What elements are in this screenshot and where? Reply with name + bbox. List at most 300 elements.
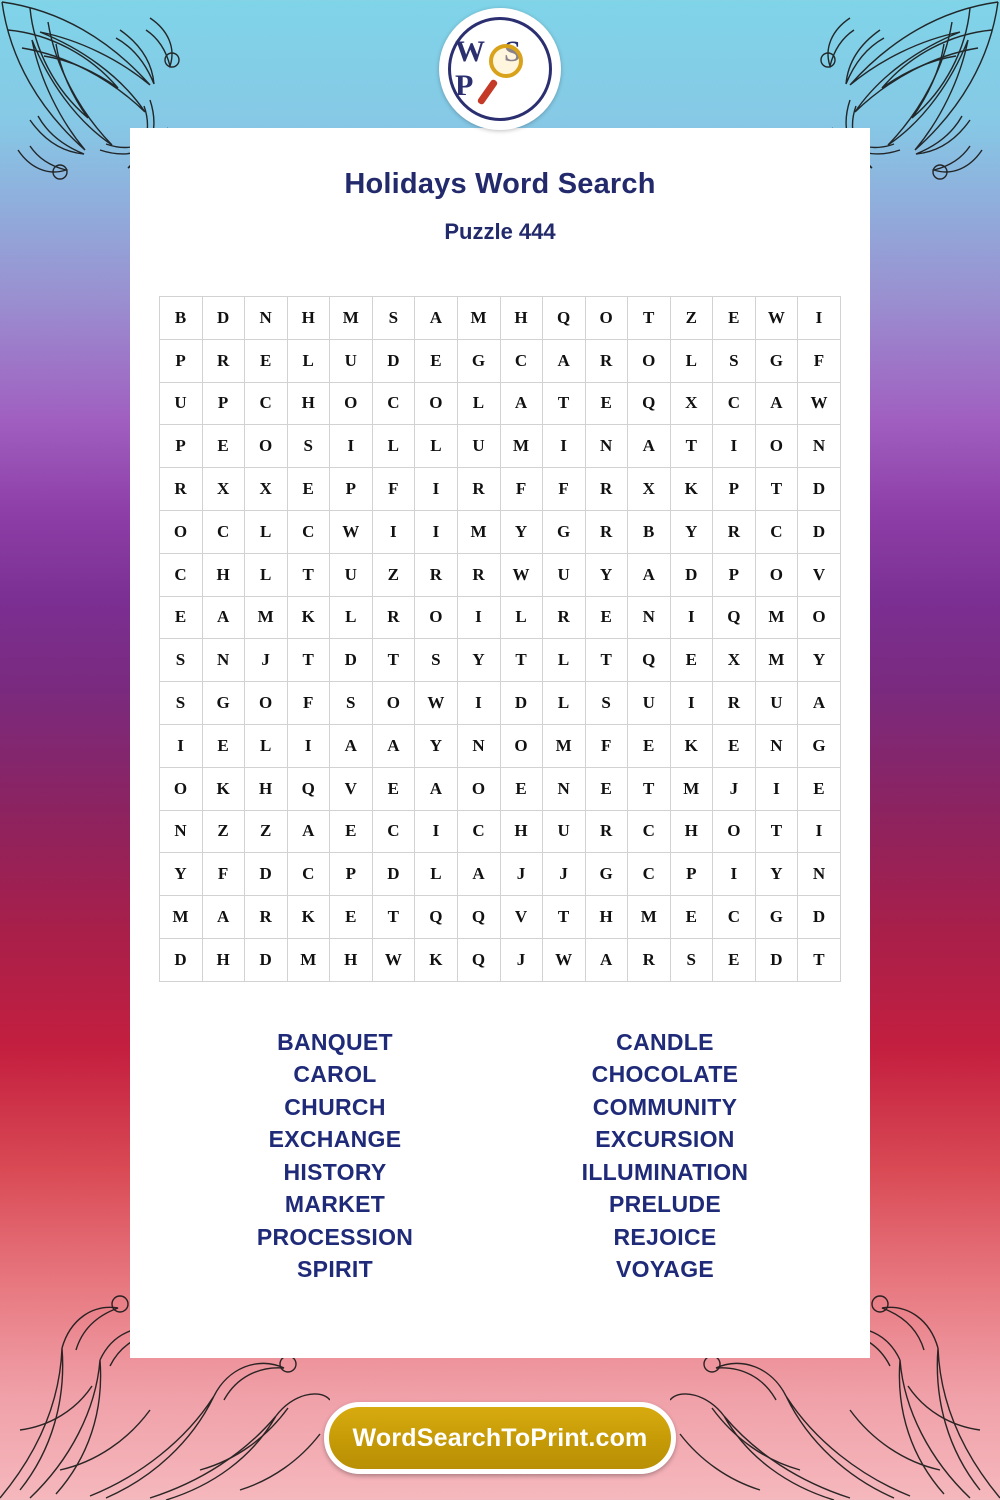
grid-row: [160, 297, 841, 340]
grid-cell[interactable]: H: [500, 810, 543, 853]
grid-cell[interactable]: P: [330, 468, 373, 511]
grid-cell[interactable]: B: [628, 510, 671, 553]
grid-row: [160, 339, 841, 382]
grid-cell[interactable]: C: [245, 382, 288, 425]
grid-cell[interactable]: A: [628, 425, 671, 468]
grid-cell[interactable]: H: [287, 297, 330, 340]
grid-cell[interactable]: M: [287, 938, 330, 981]
grid-cell[interactable]: Q: [628, 639, 671, 682]
word-list-column-left: [180, 1026, 490, 1286]
grid-cell[interactable]: K: [287, 596, 330, 639]
site-logo: [439, 8, 561, 130]
grid-cell[interactable]: O: [457, 767, 500, 810]
grid-cell[interactable]: E: [670, 639, 713, 682]
grid-cell[interactable]: F: [202, 853, 245, 896]
grid-cell[interactable]: X: [202, 468, 245, 511]
grid-cell[interactable]: A: [372, 724, 415, 767]
grid-cell[interactable]: Z: [670, 297, 713, 340]
word-list-item[interactable]: ILLUMINATION: [581, 1158, 749, 1185]
grid-cell[interactable]: Q: [713, 596, 756, 639]
grid-cell[interactable]: A: [202, 896, 245, 939]
grid-cell[interactable]: I: [670, 596, 713, 639]
grid-cell[interactable]: K: [670, 468, 713, 511]
grid-cell[interactable]: E: [713, 297, 756, 340]
grid-cell[interactable]: Q: [628, 382, 671, 425]
grid-cell[interactable]: E: [372, 767, 415, 810]
grid-cell[interactable]: O: [160, 767, 203, 810]
grid-cell[interactable]: E: [245, 339, 288, 382]
grid-cell[interactable]: D: [330, 639, 373, 682]
grid-cell[interactable]: I: [457, 596, 500, 639]
grid-cell[interactable]: R: [457, 468, 500, 511]
grid-cell[interactable]: T: [585, 639, 628, 682]
grid-cell[interactable]: I: [415, 468, 458, 511]
grid-cell[interactable]: F: [372, 468, 415, 511]
grid-cell[interactable]: U: [543, 810, 586, 853]
grid-cell[interactable]: C: [628, 810, 671, 853]
grid-cell[interactable]: R: [713, 510, 756, 553]
grid-cell[interactable]: Y: [798, 639, 841, 682]
grid-cell[interactable]: A: [755, 382, 798, 425]
grid-row: [160, 382, 841, 425]
grid-cell[interactable]: I: [670, 682, 713, 725]
grid-cell[interactable]: M: [670, 767, 713, 810]
grid-row: [160, 596, 841, 639]
grid-cell[interactable]: T: [755, 810, 798, 853]
grid-cell[interactable]: P: [713, 468, 756, 511]
grid-cell[interactable]: W: [500, 553, 543, 596]
grid-cell[interactable]: E: [585, 767, 628, 810]
grid-cell[interactable]: E: [585, 596, 628, 639]
grid-cell[interactable]: H: [202, 938, 245, 981]
grid-cell[interactable]: E: [500, 767, 543, 810]
grid-cell[interactable]: I: [372, 510, 415, 553]
grid-cell[interactable]: O: [585, 297, 628, 340]
grid-cell[interactable]: G: [457, 339, 500, 382]
grid-cell[interactable]: E: [628, 724, 671, 767]
grid-cell[interactable]: O: [628, 339, 671, 382]
grid-cell[interactable]: N: [798, 853, 841, 896]
grid-cell[interactable]: E: [415, 339, 458, 382]
grid-cell[interactable]: T: [628, 297, 671, 340]
grid-cell[interactable]: C: [755, 510, 798, 553]
grid-cell[interactable]: J: [543, 853, 586, 896]
grid-cell[interactable]: O: [372, 682, 415, 725]
grid-cell[interactable]: S: [585, 682, 628, 725]
grid-cell[interactable]: T: [287, 553, 330, 596]
word-search-grid[interactable]: [159, 296, 841, 982]
grid-cell[interactable]: R: [585, 810, 628, 853]
grid-cell[interactable]: R: [457, 553, 500, 596]
grid-cell[interactable]: G: [755, 896, 798, 939]
grid-cell[interactable]: R: [585, 510, 628, 553]
grid-cell[interactable]: P: [330, 853, 373, 896]
grid-cell[interactable]: L: [670, 339, 713, 382]
grid-cell[interactable]: U: [330, 339, 373, 382]
grid-cell[interactable]: R: [713, 682, 756, 725]
grid-cell[interactable]: A: [585, 938, 628, 981]
grid-cell[interactable]: T: [798, 938, 841, 981]
word-list-item[interactable]: CHOCOLATE: [591, 1061, 739, 1088]
grid-cell[interactable]: M: [755, 639, 798, 682]
grid-cell[interactable]: A: [415, 297, 458, 340]
grid-cell[interactable]: I: [713, 425, 756, 468]
grid-cell[interactable]: T: [670, 425, 713, 468]
grid-cell[interactable]: U: [457, 425, 500, 468]
grid-cell[interactable]: I: [457, 682, 500, 725]
grid-cell[interactable]: C: [372, 382, 415, 425]
grid-cell[interactable]: W: [330, 510, 373, 553]
grid-cell[interactable]: V: [330, 767, 373, 810]
grid-cell[interactable]: C: [160, 553, 203, 596]
grid-cell[interactable]: C: [202, 510, 245, 553]
grid-cell[interactable]: I: [755, 767, 798, 810]
grid-cell[interactable]: B: [160, 297, 203, 340]
grid-cell[interactable]: L: [372, 425, 415, 468]
grid-cell[interactable]: I: [543, 425, 586, 468]
grid-cell[interactable]: R: [372, 596, 415, 639]
grid-cell[interactable]: C: [287, 853, 330, 896]
grid-cell[interactable]: Z: [245, 810, 288, 853]
grid-cell[interactable]: L: [543, 639, 586, 682]
word-list: [180, 1026, 820, 1286]
word-list-column-right: [510, 1026, 820, 1286]
grid-cell[interactable]: O: [713, 810, 756, 853]
grid-cell[interactable]: H: [287, 382, 330, 425]
grid-cell[interactable]: N: [202, 639, 245, 682]
logo-circle: [448, 17, 552, 121]
word-search-grid-wrapper: [159, 296, 841, 982]
word-list-item[interactable]: BANQUET: [277, 1028, 393, 1055]
word-list-item[interactable]: SPIRIT: [297, 1256, 373, 1283]
grid-cell[interactable]: F: [287, 682, 330, 725]
grid-cell[interactable]: N: [457, 724, 500, 767]
grid-row: [160, 510, 841, 553]
grid-cell[interactable]: C: [457, 810, 500, 853]
grid-cell[interactable]: D: [798, 468, 841, 511]
grid-cell[interactable]: D: [798, 896, 841, 939]
grid-cell[interactable]: T: [628, 767, 671, 810]
grid-cell[interactable]: P: [713, 553, 756, 596]
grid-cell[interactable]: V: [500, 896, 543, 939]
grid-cell[interactable]: J: [245, 639, 288, 682]
grid-cell[interactable]: R: [202, 339, 245, 382]
grid-cell[interactable]: D: [245, 938, 288, 981]
word-list-item[interactable]: COMMUNITY: [592, 1093, 738, 1120]
grid-cell[interactable]: I: [713, 853, 756, 896]
grid-cell[interactable]: X: [628, 468, 671, 511]
grid-cell[interactable]: W: [755, 297, 798, 340]
grid-cell[interactable]: I: [415, 810, 458, 853]
grid-row: [160, 553, 841, 596]
grid-cell[interactable]: V: [798, 553, 841, 596]
grid-cell[interactable]: D: [372, 853, 415, 896]
grid-cell[interactable]: K: [670, 724, 713, 767]
grid-cell[interactable]: C: [713, 382, 756, 425]
grid-cell[interactable]: O: [245, 682, 288, 725]
grid-cell[interactable]: S: [160, 639, 203, 682]
grid-cell[interactable]: D: [500, 682, 543, 725]
grid-cell[interactable]: S: [415, 639, 458, 682]
grid-cell[interactable]: T: [755, 468, 798, 511]
grid-cell[interactable]: T: [287, 639, 330, 682]
grid-cell[interactable]: A: [798, 682, 841, 725]
puzzle-number: Puzzle 444: [444, 219, 556, 244]
grid-cell[interactable]: T: [543, 896, 586, 939]
grid-cell[interactable]: E: [287, 468, 330, 511]
grid-row: [160, 938, 841, 981]
grid-cell[interactable]: Y: [585, 553, 628, 596]
grid-cell[interactable]: E: [330, 810, 373, 853]
grid-cell[interactable]: O: [755, 553, 798, 596]
grid-cell[interactable]: D: [670, 553, 713, 596]
grid-cell[interactable]: O: [415, 382, 458, 425]
puzzle-sheet: [130, 128, 870, 1358]
grid-cell[interactable]: L: [457, 382, 500, 425]
grid-cell[interactable]: W: [543, 938, 586, 981]
grid-cell[interactable]: D: [245, 853, 288, 896]
grid-cell[interactable]: Y: [160, 853, 203, 896]
grid-cell[interactable]: L: [500, 596, 543, 639]
word-list-item[interactable]: PROCESSION: [256, 1223, 414, 1250]
word-list-item[interactable]: PRELUDE: [608, 1191, 721, 1218]
grid-cell[interactable]: Z: [202, 810, 245, 853]
grid-cell[interactable]: M: [457, 510, 500, 553]
grid-cell[interactable]: C: [287, 510, 330, 553]
grid-cell[interactable]: M: [245, 596, 288, 639]
grid-row: [160, 682, 841, 725]
grid-cell[interactable]: J: [500, 853, 543, 896]
grid-row: [160, 853, 841, 896]
grid-cell[interactable]: M: [160, 896, 203, 939]
grid-cell[interactable]: N: [160, 810, 203, 853]
grid-cell[interactable]: R: [160, 468, 203, 511]
grid-cell[interactable]: M: [500, 425, 543, 468]
word-list-item[interactable]: REJOICE: [613, 1223, 717, 1250]
grid-cell[interactable]: E: [670, 896, 713, 939]
grid-cell[interactable]: R: [415, 553, 458, 596]
grid-cell[interactable]: L: [330, 596, 373, 639]
grid-cell[interactable]: Q: [457, 896, 500, 939]
grid-row: [160, 896, 841, 939]
grid-cell[interactable]: E: [160, 596, 203, 639]
grid-cell[interactable]: F: [798, 339, 841, 382]
grid-cell[interactable]: N: [798, 425, 841, 468]
grid-cell[interactable]: I: [798, 297, 841, 340]
grid-cell[interactable]: H: [245, 767, 288, 810]
grid-cell[interactable]: Y: [670, 510, 713, 553]
word-list-item[interactable]: EXCHANGE: [268, 1126, 402, 1153]
grid-cell[interactable]: J: [713, 767, 756, 810]
grid-cell[interactable]: R: [585, 339, 628, 382]
grid-cell[interactable]: A: [500, 382, 543, 425]
word-list-item[interactable]: EXCURSION: [595, 1126, 735, 1153]
grid-cell[interactable]: R: [628, 938, 671, 981]
grid-cell[interactable]: M: [457, 297, 500, 340]
grid-cell[interactable]: Y: [755, 853, 798, 896]
grid-cell[interactable]: S: [372, 297, 415, 340]
grid-cell[interactable]: T: [372, 639, 415, 682]
grid-cell[interactable]: Z: [372, 553, 415, 596]
grid-cell[interactable]: U: [543, 553, 586, 596]
grid-cell[interactable]: Q: [287, 767, 330, 810]
grid-cell[interactable]: E: [330, 896, 373, 939]
grid-cell[interactable]: E: [202, 724, 245, 767]
grid-cell[interactable]: U: [628, 682, 671, 725]
grid-cell[interactable]: S: [160, 682, 203, 725]
grid-cell[interactable]: R: [245, 896, 288, 939]
website-button-label: WordSearchToPrint.com: [352, 1423, 648, 1452]
grid-cell[interactable]: G: [585, 853, 628, 896]
grid-cell[interactable]: C: [713, 896, 756, 939]
grid-cell[interactable]: M: [628, 896, 671, 939]
grid-cell[interactable]: O: [330, 382, 373, 425]
grid-cell[interactable]: D: [755, 938, 798, 981]
grid-cell[interactable]: I: [798, 810, 841, 853]
grid-cell[interactable]: C: [372, 810, 415, 853]
grid-cell[interactable]: Y: [500, 510, 543, 553]
word-list-item[interactable]: CHURCH: [284, 1093, 386, 1120]
grid-cell[interactable]: E: [202, 425, 245, 468]
grid-cell[interactable]: R: [543, 596, 586, 639]
grid-cell[interactable]: L: [245, 553, 288, 596]
grid-cell[interactable]: A: [543, 339, 586, 382]
grid-cell[interactable]: G: [202, 682, 245, 725]
grid-cell[interactable]: I: [160, 724, 203, 767]
grid-cell[interactable]: I: [330, 425, 373, 468]
grid-cell[interactable]: S: [287, 425, 330, 468]
grid-cell[interactable]: A: [628, 553, 671, 596]
grid-cell[interactable]: I: [287, 724, 330, 767]
grid-cell[interactable]: T: [543, 382, 586, 425]
grid-row: [160, 468, 841, 511]
logo-letters: W S P: [455, 35, 527, 102]
grid-row: [160, 639, 841, 682]
grid-cell[interactable]: D: [372, 339, 415, 382]
grid-cell[interactable]: A: [330, 724, 373, 767]
grid-cell[interactable]: M: [330, 297, 373, 340]
word-list-item[interactable]: VOYAGE: [615, 1256, 715, 1283]
grid-cell[interactable]: D: [798, 510, 841, 553]
grid-cell[interactable]: E: [798, 767, 841, 810]
grid-cell[interactable]: Y: [415, 724, 458, 767]
grid-cell[interactable]: N: [628, 596, 671, 639]
grid-cell[interactable]: G: [798, 724, 841, 767]
grid-cell[interactable]: L: [245, 510, 288, 553]
grid-cell[interactable]: G: [755, 339, 798, 382]
grid-cell[interactable]: D: [202, 297, 245, 340]
grid-cell[interactable]: U: [755, 682, 798, 725]
grid-cell[interactable]: A: [287, 810, 330, 853]
grid-cell[interactable]: A: [202, 596, 245, 639]
grid-cell[interactable]: U: [330, 553, 373, 596]
word-list-item[interactable]: HISTORY: [283, 1158, 387, 1185]
grid-row: [160, 810, 841, 853]
grid-cell[interactable]: P: [202, 382, 245, 425]
grid-cell[interactable]: H: [500, 297, 543, 340]
word-list-item[interactable]: CAROL: [293, 1061, 377, 1088]
magnifier-icon: [489, 44, 523, 78]
grid-cell[interactable]: N: [585, 425, 628, 468]
grid-cell[interactable]: K: [415, 938, 458, 981]
grid-cell[interactable]: O: [500, 724, 543, 767]
grid-cell[interactable]: W: [415, 682, 458, 725]
grid-cell[interactable]: P: [160, 339, 203, 382]
grid-cell[interactable]: H: [670, 810, 713, 853]
grid-cell[interactable]: Q: [457, 938, 500, 981]
grid-cell[interactable]: O: [798, 596, 841, 639]
grid-row: [160, 425, 841, 468]
grid-cell[interactable]: O: [755, 425, 798, 468]
grid-cell[interactable]: O: [415, 596, 458, 639]
grid-cell[interactable]: L: [245, 724, 288, 767]
grid-cell[interactable]: N: [755, 724, 798, 767]
grid-cell[interactable]: F: [500, 468, 543, 511]
grid-cell[interactable]: K: [287, 896, 330, 939]
grid-cell[interactable]: U: [160, 382, 203, 425]
grid-cell[interactable]: X: [670, 382, 713, 425]
grid-cell[interactable]: L: [415, 425, 458, 468]
grid-cell[interactable]: S: [330, 682, 373, 725]
grid-cell[interactable]: E: [585, 382, 628, 425]
grid-cell[interactable]: H: [202, 553, 245, 596]
grid-cell[interactable]: K: [202, 767, 245, 810]
grid-cell[interactable]: N: [245, 297, 288, 340]
grid-row: [160, 767, 841, 810]
grid-cell[interactable]: X: [713, 639, 756, 682]
grid-cell[interactable]: L: [415, 853, 458, 896]
grid-cell[interactable]: F: [585, 724, 628, 767]
grid-cell[interactable]: Q: [543, 297, 586, 340]
grid-cell[interactable]: S: [713, 339, 756, 382]
grid-cell[interactable]: J: [500, 938, 543, 981]
grid-cell[interactable]: C: [628, 853, 671, 896]
grid-cell[interactable]: O: [245, 425, 288, 468]
grid-cell[interactable]: O: [160, 510, 203, 553]
website-button[interactable]: [324, 1402, 676, 1474]
grid-cell[interactable]: I: [415, 510, 458, 553]
grid-cell[interactable]: P: [670, 853, 713, 896]
grid-cell[interactable]: X: [245, 468, 288, 511]
grid-cell[interactable]: F: [543, 468, 586, 511]
grid-cell[interactable]: G: [543, 510, 586, 553]
grid-cell[interactable]: N: [543, 767, 586, 810]
grid-cell[interactable]: Q: [415, 896, 458, 939]
grid-cell[interactable]: M: [755, 596, 798, 639]
word-list-item[interactable]: CANDLE: [616, 1028, 714, 1055]
grid-cell[interactable]: C: [500, 339, 543, 382]
grid-cell[interactable]: P: [160, 425, 203, 468]
grid-cell[interactable]: W: [798, 382, 841, 425]
grid-cell[interactable]: D: [160, 938, 203, 981]
grid-cell[interactable]: A: [415, 767, 458, 810]
grid-cell[interactable]: H: [330, 938, 373, 981]
grid-cell[interactable]: H: [585, 896, 628, 939]
grid-cell[interactable]: T: [500, 639, 543, 682]
grid-cell[interactable]: L: [287, 339, 330, 382]
word-list-item[interactable]: MARKET: [284, 1191, 386, 1218]
grid-cell[interactable]: E: [713, 938, 756, 981]
grid-cell[interactable]: E: [713, 724, 756, 767]
grid-cell[interactable]: T: [372, 896, 415, 939]
grid-cell[interactable]: L: [543, 682, 586, 725]
grid-cell[interactable]: R: [585, 468, 628, 511]
grid-cell[interactable]: M: [543, 724, 586, 767]
grid-cell[interactable]: Y: [457, 639, 500, 682]
grid-cell[interactable]: W: [372, 938, 415, 981]
grid-cell[interactable]: A: [457, 853, 500, 896]
grid-cell[interactable]: S: [670, 938, 713, 981]
